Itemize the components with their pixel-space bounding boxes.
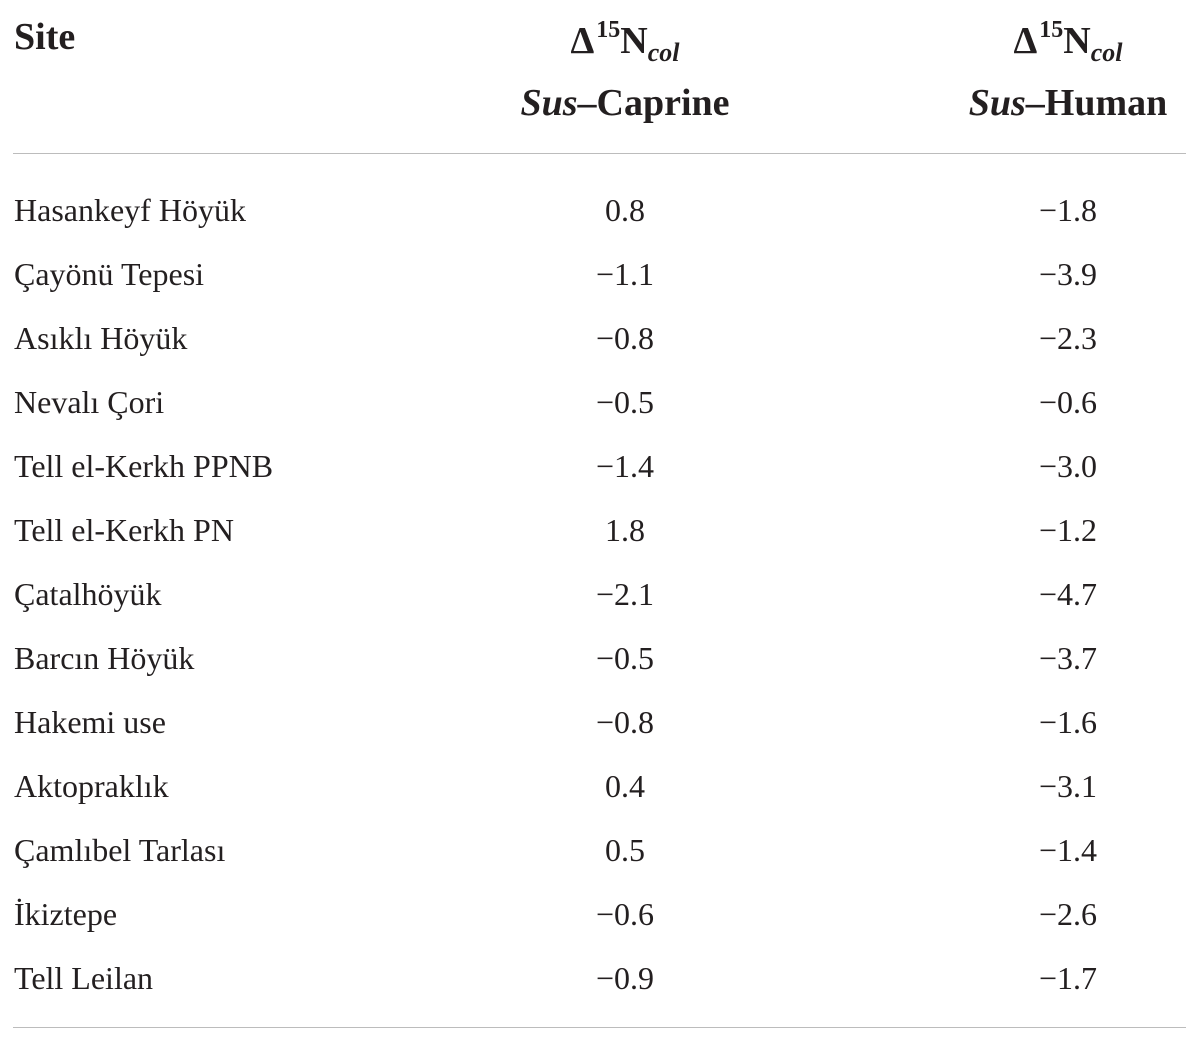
cell-site: Tell Leilan bbox=[14, 960, 154, 996]
cell-sus-caprine: 0.5 bbox=[605, 832, 645, 868]
cell-sus-caprine: −2.1 bbox=[595, 576, 655, 612]
cell-site: Nevalı Çori bbox=[14, 384, 165, 420]
cell-sus-human: −1.8 bbox=[1038, 192, 1098, 228]
cell-site: Hasankeyf Höyük bbox=[14, 192, 246, 228]
header-sus-caprine-line2 bbox=[520, 84, 729, 122]
cell-sus-human: −4.7 bbox=[1038, 576, 1098, 612]
cell-sus-caprine: 1.8 bbox=[605, 512, 645, 548]
table-row bbox=[0, 322, 1200, 386]
cell-site: Hakemi use bbox=[14, 704, 166, 740]
cell-sus-caprine: −1.1 bbox=[595, 256, 655, 292]
cell-site: Çatalhöyük bbox=[14, 576, 162, 612]
header-sus: Sus bbox=[968, 82, 1026, 124]
cell-sus-human: −0.6 bbox=[1038, 384, 1098, 420]
cell-sus-human: −3.7 bbox=[1038, 640, 1098, 676]
cell-sus-caprine: 0.4 bbox=[605, 768, 645, 804]
cell-site: Tell el-Kerkh PN bbox=[14, 512, 234, 548]
cell-sus-human: −3.0 bbox=[1038, 448, 1098, 484]
header-sus-human-line1 bbox=[1013, 18, 1122, 66]
header-delta-symbol: Δ bbox=[570, 20, 595, 62]
table-row bbox=[0, 386, 1200, 450]
footer-divider bbox=[13, 1027, 1186, 1028]
header-site: Site bbox=[14, 16, 76, 58]
cell-site: Aktopraklık bbox=[14, 768, 169, 804]
table-row bbox=[0, 514, 1200, 578]
header-element: N bbox=[1063, 20, 1091, 62]
table-row bbox=[0, 194, 1200, 258]
cell-sus-caprine: −0.8 bbox=[595, 704, 655, 740]
cell-sus-caprine: −0.9 bbox=[595, 960, 655, 996]
cell-sus-human: −1.6 bbox=[1038, 704, 1098, 740]
header-caprine: –Caprine bbox=[577, 82, 730, 124]
cell-sus-caprine: −0.5 bbox=[595, 384, 655, 420]
table-row bbox=[0, 898, 1200, 962]
cell-sus-caprine: −0.5 bbox=[595, 640, 655, 676]
table-row bbox=[0, 834, 1200, 898]
table-row bbox=[0, 962, 1200, 1026]
table-row bbox=[0, 578, 1200, 642]
header-subscript: col bbox=[647, 38, 680, 67]
cell-site: İkiztepe bbox=[14, 896, 118, 932]
cell-site: Tell el-Kerkh PPNB bbox=[14, 448, 274, 484]
table-row bbox=[0, 706, 1200, 770]
cell-sus-human: −1.2 bbox=[1038, 512, 1098, 548]
table-row bbox=[0, 642, 1200, 706]
header-subscript: col bbox=[1090, 38, 1123, 67]
cell-site: Çayönü Tepesi bbox=[14, 256, 205, 292]
cell-sus-human: −1.4 bbox=[1038, 832, 1098, 868]
table-row bbox=[0, 258, 1200, 322]
table-row bbox=[0, 770, 1200, 834]
cell-site: Asıklı Höyük bbox=[14, 320, 188, 356]
cell-sus-caprine: 0.8 bbox=[605, 192, 645, 228]
cell-site: Çamlıbel Tarlası bbox=[14, 832, 226, 868]
header-element: N bbox=[620, 20, 648, 62]
header-human: –Human bbox=[1025, 82, 1168, 124]
header-superscript: 15 bbox=[596, 17, 621, 43]
cell-sus-human: −2.6 bbox=[1038, 896, 1098, 932]
cell-sus-caprine: −0.6 bbox=[595, 896, 655, 932]
table-row bbox=[0, 450, 1200, 514]
cell-sus-human: −3.9 bbox=[1038, 256, 1098, 292]
cell-sus-human: −3.1 bbox=[1038, 768, 1098, 804]
header-divider bbox=[13, 153, 1186, 154]
header-sus: Sus bbox=[520, 82, 578, 124]
cell-sus-human: −1.7 bbox=[1038, 960, 1098, 996]
header-delta-symbol: Δ bbox=[1013, 20, 1038, 62]
cell-sus-caprine: −0.8 bbox=[595, 320, 655, 356]
cell-sus-caprine: −1.4 bbox=[595, 448, 655, 484]
cell-sus-human: −2.3 bbox=[1038, 320, 1098, 356]
header-sus-caprine-line1 bbox=[570, 18, 679, 66]
header-sus-human-line2 bbox=[969, 84, 1168, 122]
header-superscript: 15 bbox=[1039, 17, 1064, 43]
cell-site: Barcın Höyük bbox=[14, 640, 195, 676]
